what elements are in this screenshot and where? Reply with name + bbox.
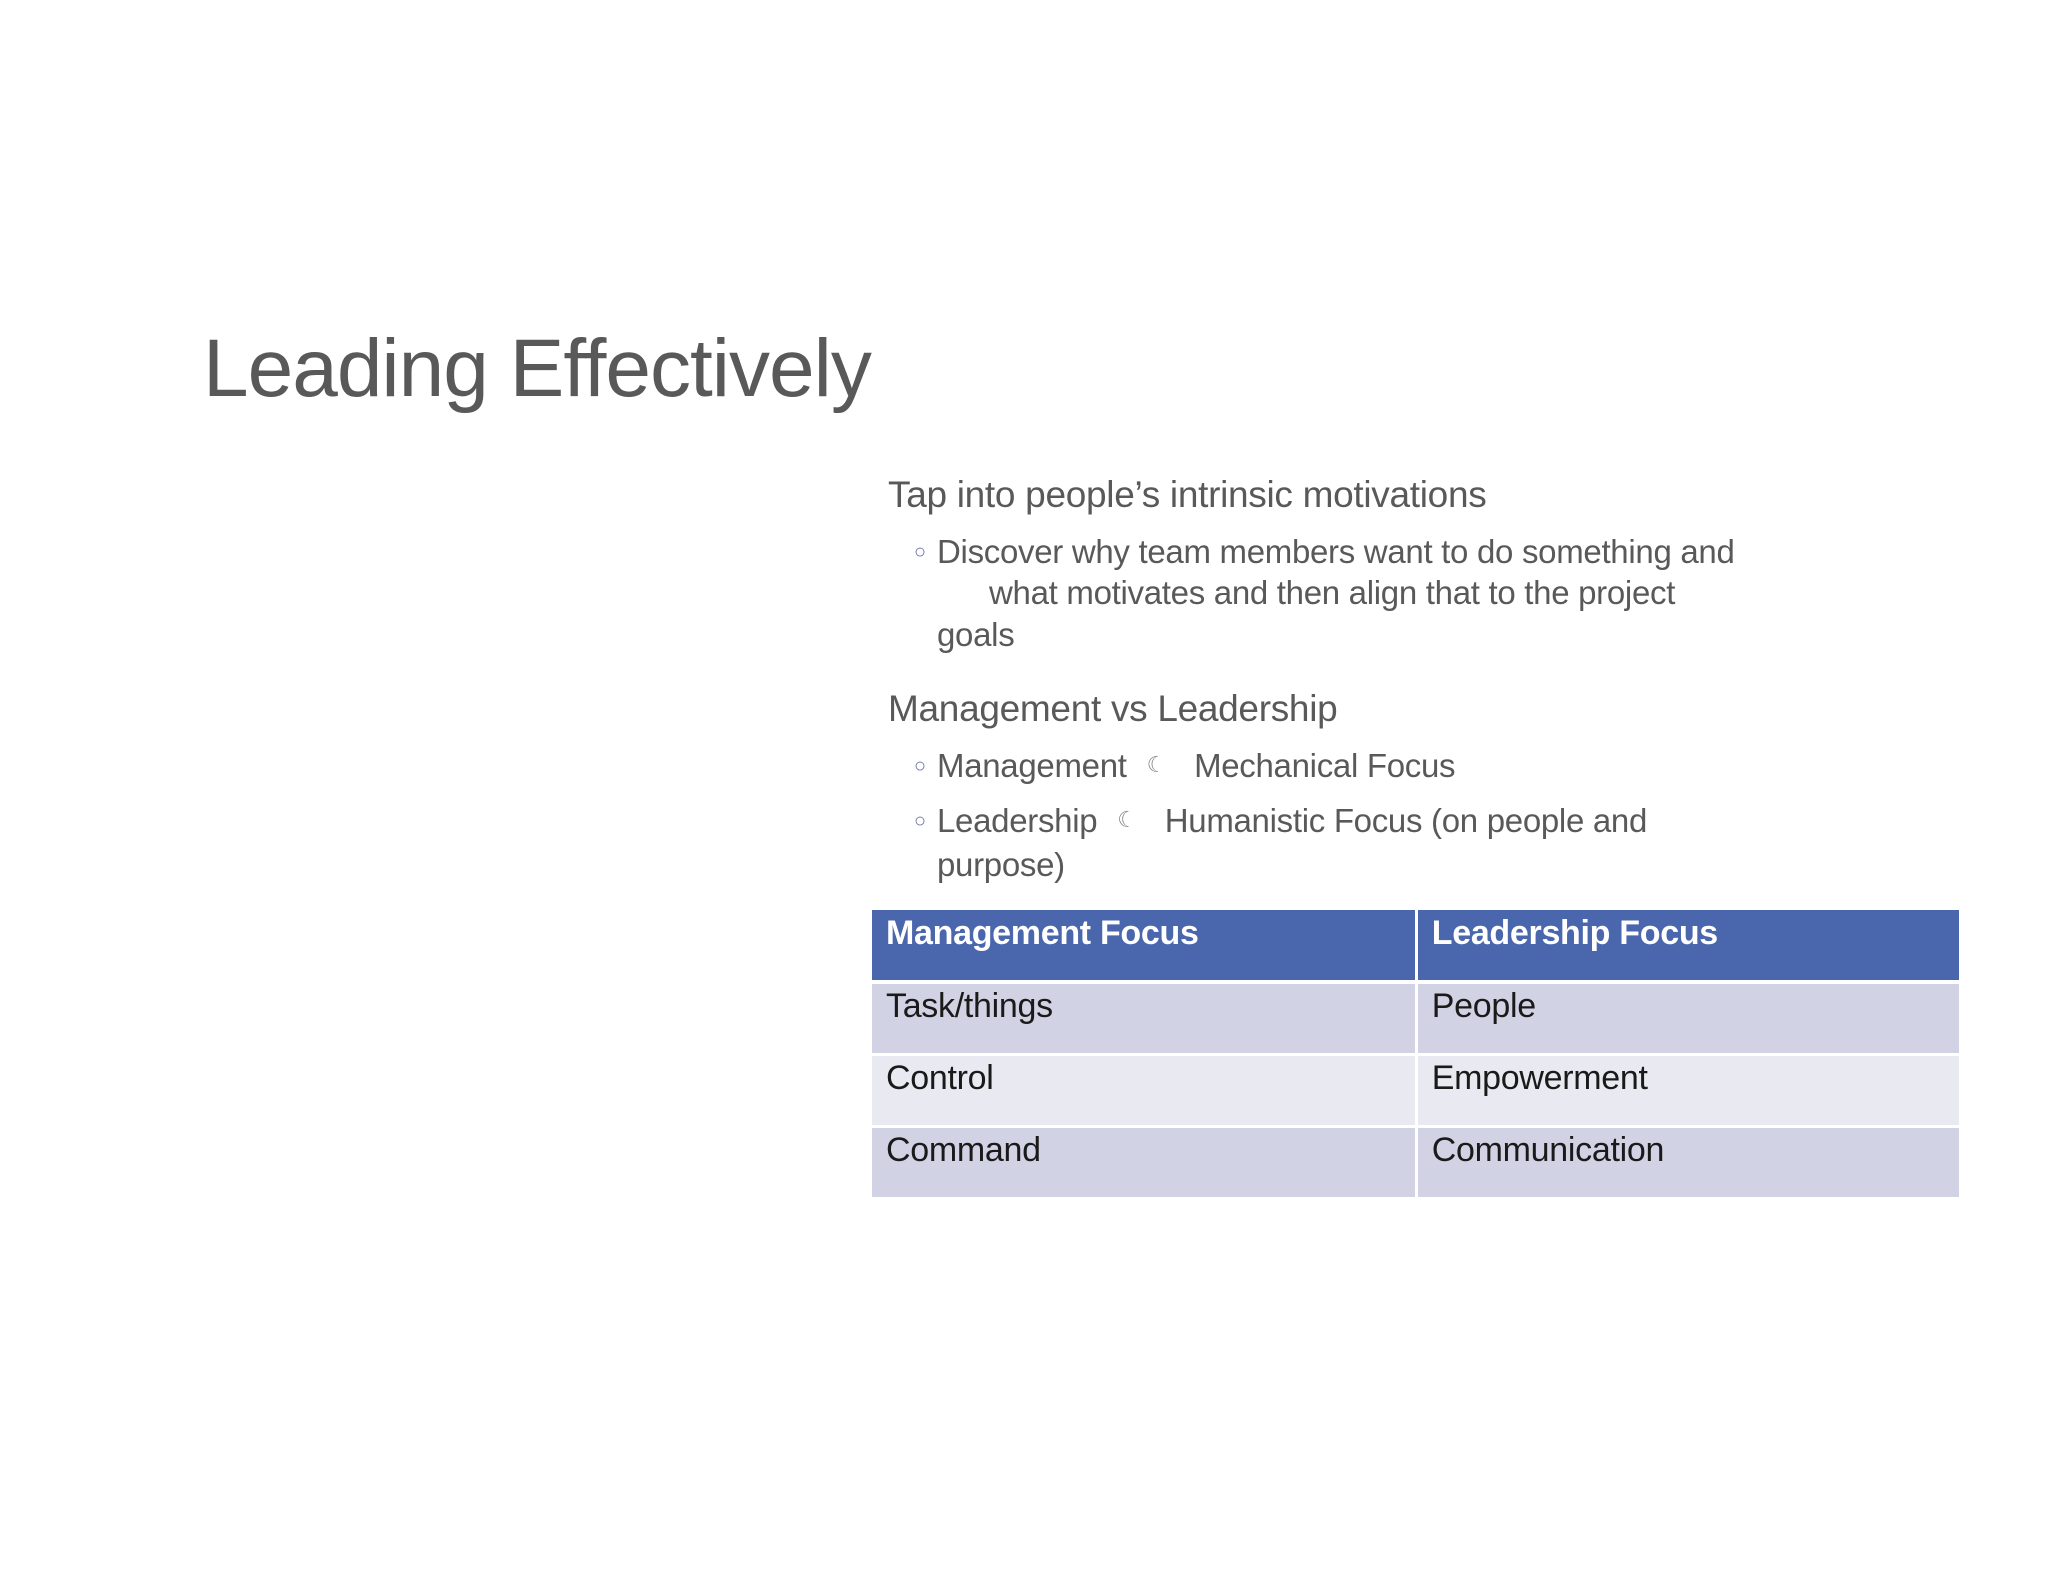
- bullet-leadership-line: [937, 799, 1647, 846]
- bullet-line-1: Discover why team members want to do something and: [937, 533, 1735, 570]
- hollow-circle-bullet-icon: ○: [914, 541, 926, 563]
- bullet-line-2: what motivates and then align that to the project: [989, 574, 1676, 611]
- table-row: [872, 982, 1961, 1055]
- table-row: [872, 1127, 1961, 1199]
- hollow-circle-bullet-icon: ○: [914, 810, 926, 832]
- slide-title: Leading Effectively: [203, 323, 871, 414]
- table-cell: Empowerment: [1416, 1055, 1960, 1127]
- focus-comparison-table: [872, 910, 1962, 1200]
- bullet-term: Management: [937, 747, 1127, 784]
- table-row: [872, 1055, 1961, 1127]
- section-heading-motivations: Tap into people’s intrinsic motivations: [888, 474, 1487, 515]
- bullet-continuation: purpose): [937, 846, 1065, 883]
- table-cell: Task/things: [872, 982, 1416, 1055]
- section-heading-management-vs-leadership: Management vs Leadership: [888, 688, 1338, 729]
- bullet-description: Humanistic Focus (on people and: [1164, 802, 1648, 839]
- table-header-management: Management Focus: [872, 910, 1416, 982]
- table-cell: People: [1416, 982, 1960, 1055]
- bullet-management-line: [937, 744, 1455, 791]
- table-cell: Communication: [1416, 1127, 1960, 1199]
- table-header-row: [872, 910, 1961, 982]
- bullet-term: Leadership: [937, 802, 1098, 839]
- hollow-circle-bullet-icon: ○: [914, 755, 926, 777]
- arrow-icon: ☾: [1146, 752, 1167, 777]
- arrow-icon: ☾: [1117, 807, 1137, 832]
- bullet-description: Mechanical Focus: [1194, 747, 1456, 784]
- table-cell: Control: [872, 1055, 1416, 1127]
- bullet-line-3: goals: [937, 616, 1015, 653]
- table-cell: Command: [872, 1127, 1416, 1199]
- table-header-leadership: Leadership Focus: [1416, 910, 1960, 982]
